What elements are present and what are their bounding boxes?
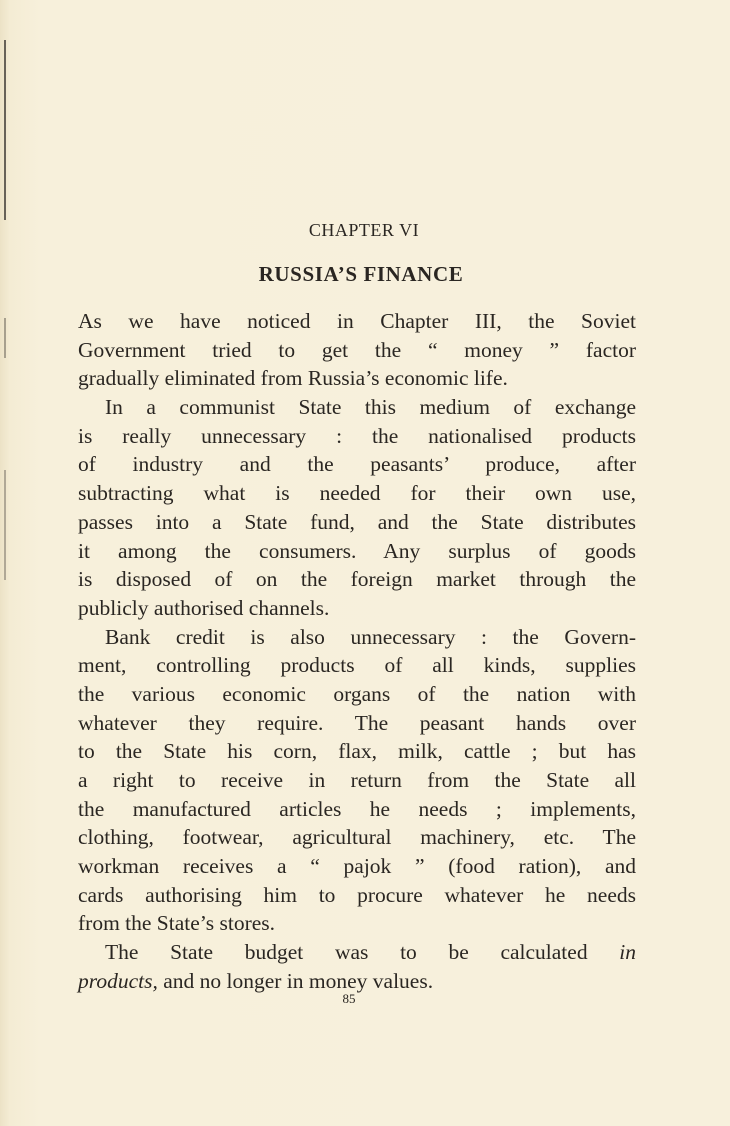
text-fragment: and no longer in money values. <box>163 968 434 993</box>
text-line: ment, controlling products of all kinds, supplies <box>78 653 636 678</box>
text-line: the various economic organs of the nation with <box>78 681 636 706</box>
text-line: As we have noticed in Chapter III, the Soviet <box>78 309 636 333</box>
text-line: In a communist State this medium of exchange <box>105 395 636 420</box>
text-line: publicly authorised channels. <box>78 595 330 620</box>
italic-word: products, <box>78 968 158 993</box>
text-line: passes into a State fund, and the State distributes <box>78 509 636 534</box>
text-line: to the State his corn, flax, milk, cattle ; but has <box>78 739 636 764</box>
text-line: whatever they require. The peasant hands over <box>78 710 636 735</box>
text-line: cards authorising him to procure whatever he needs <box>78 882 636 907</box>
binding-mark <box>4 40 6 220</box>
body-text <box>78 307 636 996</box>
text-line: is disposed of on the foreign market through the <box>78 567 636 592</box>
text-line: of industry and the peasants’ produce, after <box>78 452 636 477</box>
italic-word: in <box>619 940 636 965</box>
text-line: clothing, footwear, agricultural machinery, etc. The <box>78 825 636 850</box>
text-line: a right to receive in return from the State all <box>78 768 636 792</box>
text-line: gradually eliminated from Russia’s economic life. <box>78 366 508 391</box>
text-line: Bank credit is also unnecessary : the Govern- <box>105 624 636 649</box>
chapter-title: RUSSIA’S FINANCE <box>258 262 464 286</box>
text-line: the manufactured articles he needs ; implements, <box>78 796 636 821</box>
text-line: it among the consumers. Any surplus of goods <box>78 538 636 563</box>
text-line: from the State’s stores. <box>78 911 276 936</box>
binding-mark <box>4 318 6 358</box>
text-line: Government tried to get the “ money ” factor <box>78 337 636 362</box>
text-line: is really unnecessary : the nationalised products <box>78 423 636 448</box>
text-line <box>78 938 636 967</box>
text-line: subtracting what is needed for their own use, <box>78 481 636 506</box>
text-line: workman receives a “ pajok ” (food ration), and <box>78 854 636 879</box>
binding-mark <box>4 470 6 580</box>
page-number: 85 <box>342 991 356 1006</box>
chapter-label: CHAPTER VI <box>308 220 420 240</box>
text-fragment: The State budget was to be calculated <box>105 940 588 965</box>
